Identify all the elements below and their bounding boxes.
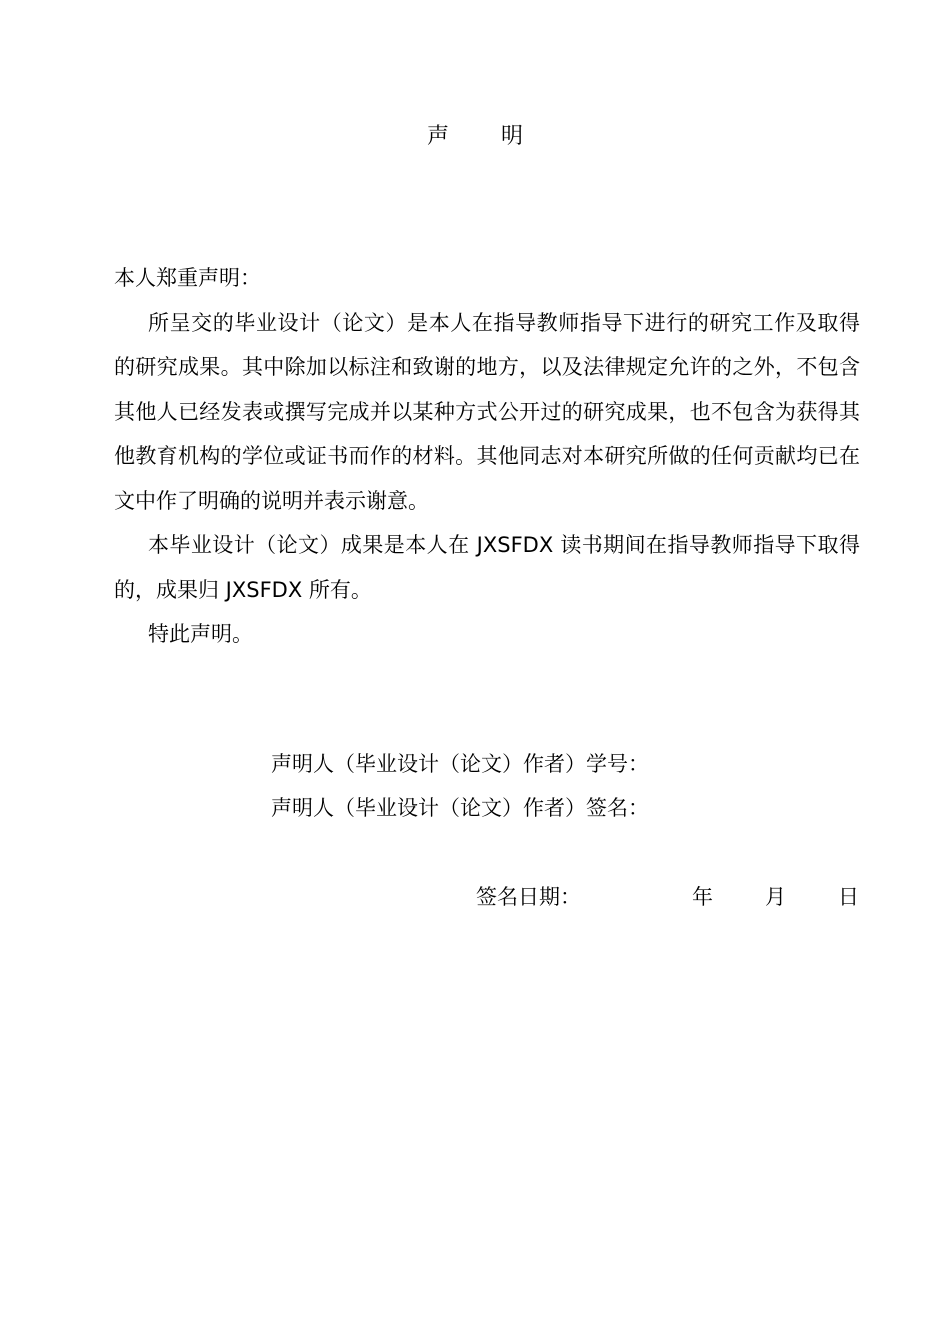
page-title [0, 122, 950, 152]
date-day-label: 日 [838, 885, 859, 909]
signature-label: 声明人（毕业设计（论文）作者）签名： [271, 796, 649, 820]
signature-block [271, 742, 649, 830]
title-char-1: 声 [426, 124, 449, 149]
paragraph-closing: 特此声明。 [148, 622, 253, 646]
opening-line: 本人郑重声明： [114, 266, 261, 290]
date-month-label: 月 [765, 885, 786, 909]
title-char-2: 明 [501, 124, 524, 149]
date-label: 签名日期： [476, 885, 581, 909]
student-id-label: 声明人（毕业设计（论文）作者）学号： [271, 752, 649, 776]
declaration-body [114, 256, 860, 657]
date-year-label: 年 [692, 885, 713, 909]
signature-date-line [476, 880, 860, 914]
paragraph-ownership: 本毕业设计（论文）成果是本人在 JXSFDX 读书期间在指导教师指导下取得的，成果归 JXSFDX 所有。 [114, 533, 860, 602]
paragraph-originality: 所呈交的毕业设计（论文）是本人在指导教师指导下进行的研究工作及取得的研究成果。其中除加以标注和致谢的地方，以及法律规定允许的之外，不包含其他人已经发表或撰写完成并以某种方式公开过的研究成果，也不包含为获得其他教育机构的学位或证书而作的材料。其他同志对本研究所做的任何贡献均已在文中作了明确的说明并表示谢意。 [114, 310, 860, 513]
